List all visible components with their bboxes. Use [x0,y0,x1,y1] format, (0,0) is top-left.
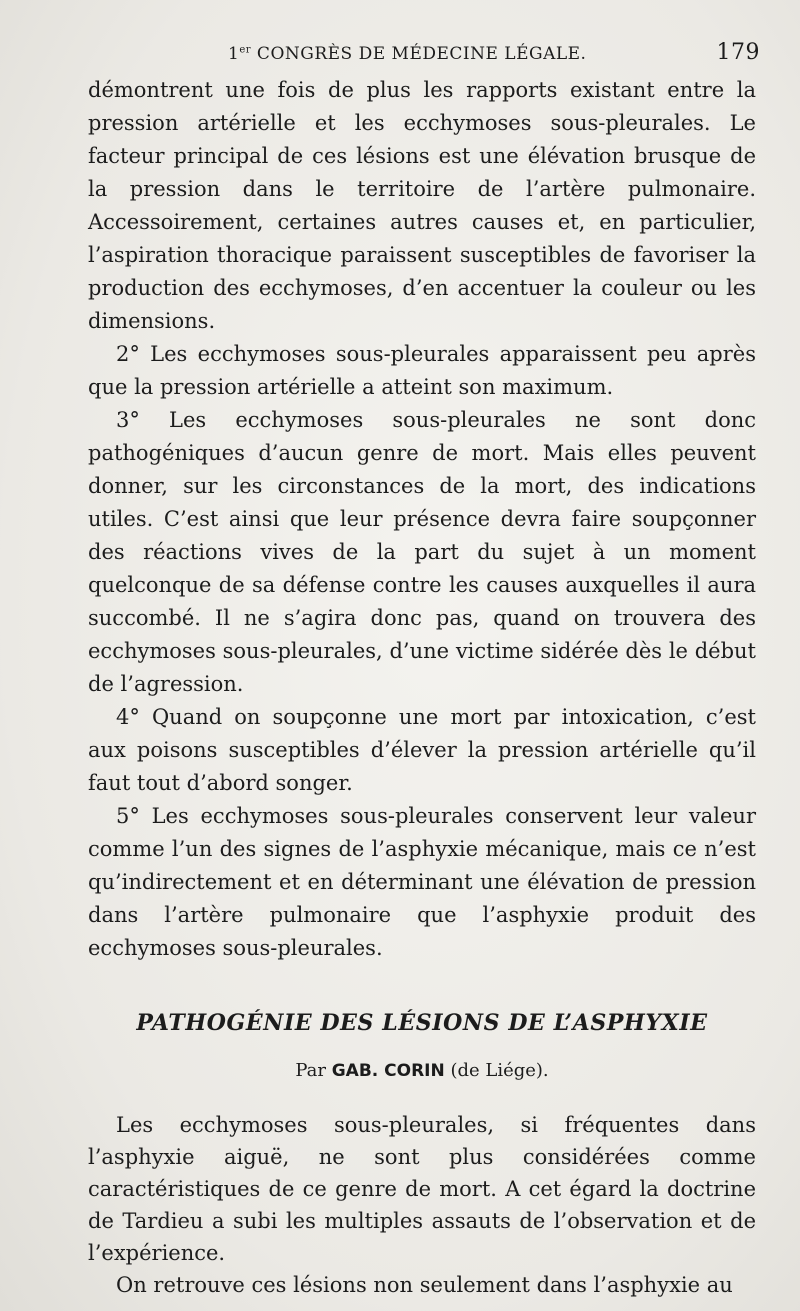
paragraph-section-2: On retrouve ces lésions non seulement dans l’asphyxie au [116,1273,733,1297]
byline-prefix: Par [295,1060,332,1081]
body-text-bottom [88,1109,756,1301]
paragraph-conclusion-1: démontrent une fois de plus les rapports existant entre la pression artérielle et les ecchymoses sous-pleurales. Le facteur principal de ces lésions est une élévation brusque de la pression dans le territoire de l’artère pulmonaire. Accessoirement, certaines autres causes et, en particulier, l’aspiration thoracique paraissent susceptibles de favoriser la production des ecchymoses, d’en accentuer la couleur ou les dimensions. [88,78,756,333]
paragraph-conclusion-4: 4° Quand on soupçonne une mort par intoxication, c’est aux poisons susceptibles d’élever la pression artérielle qu’il faut tout d’abord songer. [88,705,756,795]
body-text-top [88,74,756,965]
byline [88,1060,756,1081]
congress-title: CONGRÈS DE MÉDECINE LÉGALE. [251,44,587,64]
author-affiliation: (de Liége). [444,1060,549,1081]
paragraph-conclusion-5: 5° Les ecchymoses sous-pleurales conservent leur valeur comme l’un des signes de l’asphyxie mécanique, mais ce n’est qu’indirectement et en déterminant une élévation de pression dans l’artère pulmonaire que l’asphyxie produit des ecchymoses sous-pleurales. [88,804,756,960]
paragraph-conclusion-2: 2° Les ecchymoses sous-pleurales apparaissent peu après que la pression artérielle a atteint son maximum. [88,342,756,399]
running-head-title [228,44,586,64]
author-name: GAB. CORIN [331,1061,445,1081]
paragraph-conclusion-3: 3° Les ecchymoses sous-pleurales ne sont donc pathogéniques d’aucun genre de mort. Mais elles peuvent donner, sur les circonstances de la mort, des indications utiles. C’est ainsi que leur présence devra faire soupçonner des réactions vives de la part du sujet à un moment quelconque de sa défense contre les causes auxquelles il aura succombé. Il ne s’agira donc pas, quand on trouvera des ecchymoses sous-pleurales, d’une victime sidérée dès le début de l’agression. [88,408,756,696]
running-head [90,36,760,70]
paragraph-section-1: Les ecchymoses sous-pleurales, si fréquentes dans l’asphyxie aiguë, ne sont plus considérées comme caractéristiques de ce genre de mort. A cet égard la doctrine de Tardieu a subi les multiples assauts de l’observation et de l’expérience. [88,1113,756,1265]
page-number: 179 [716,40,760,65]
ordinal-number: 1 [228,44,240,64]
section-heading: PATHOGÉNIE DES LÉSIONS DE L’ASPHYXIE [136,1010,708,1036]
ordinal-suffix: er [239,44,252,56]
